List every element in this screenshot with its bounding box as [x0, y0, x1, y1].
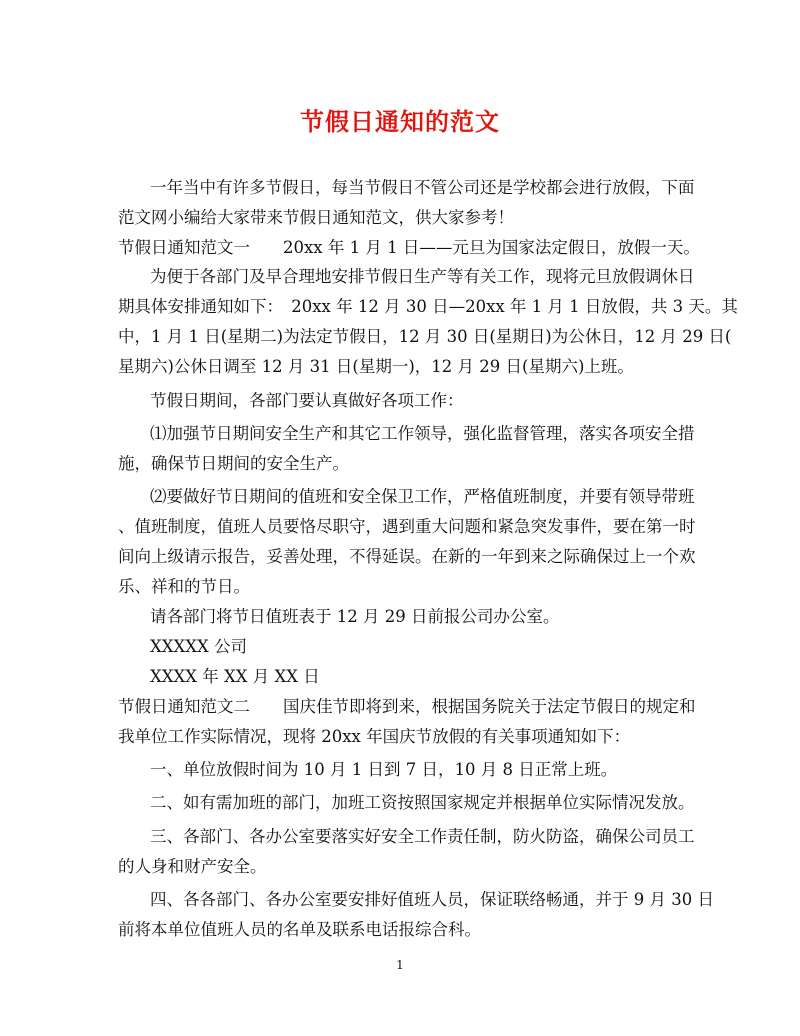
text-line: 为便于各部门及早合理地安排节假日生产等有关工作，现将元旦放假调休日: [150, 267, 695, 286]
text-line: 间向上级请示报告，妥善处理，不得延误。在新的一年到来之际确保过上一个欢: [118, 547, 696, 566]
text-line: 期具体安排通知如下： 20xx 年 12 月 30 日—20xx 年 1 月 1 日放假，共 3 天。其: [118, 297, 738, 316]
signature-date: XXXX 年 XX 月 XX 日: [150, 667, 320, 686]
text-line: 一年当中有许多节假日，每当节假日不管公司还是学校都会进行放假，下面: [150, 178, 695, 197]
text-line: 请各部门将节日值班表于 12 月 29 日前报公司办公室。: [150, 607, 560, 626]
text-line: 前将本单位值班人员的名单及联系电话报综合科。: [118, 920, 481, 939]
text-line: 二、如有需加班的部门，加班工资按照国家规定并根据单位实际情况发放。: [150, 793, 695, 812]
text-line: 节假日通知范文一 20xx 年 1 月 1 日——元旦为国家法定假日，放假一天。: [118, 238, 700, 257]
text-line: ⑵要做好节日期间的值班和安全保卫工作，严格值班制度，并要有领导带班: [150, 487, 695, 506]
text-line: 我单位工作实际情况，现将 20xx 年国庆节放假的有关事项通知如下：: [118, 727, 631, 746]
text-line: 施，确保节日期间的安全生产。: [118, 454, 349, 473]
text-line: 节假日期间，各部门要认真做好各项工作：: [150, 391, 464, 410]
text-line: 范文网小编给大家带来节假日通知范文，供大家参考！: [118, 208, 514, 227]
text-line: 、值班制度，值班人员要恪尽职守，遇到重大问题和紧急突发事件，要在第一时: [118, 517, 696, 536]
company-signature: XXXXX 公司: [150, 637, 247, 656]
text-line: 的人身和财产安全。: [118, 857, 267, 876]
page-number: 1: [396, 958, 404, 972]
text-line: 一、单位放假时间为 10 月 1 日到 7 日，10 月 8 日正常上班。: [150, 760, 618, 779]
text-line: 四、各各部门、各办公室要安排好值班人员，保证联络畅通，并于 9 月 30 日: [150, 890, 714, 909]
text-line: 星期六)公休日调至 12 月 31 日(星期一)，12 月 29 日(星期六)上班。: [118, 357, 634, 376]
text-line: 乐、祥和的节日。: [118, 577, 250, 596]
text-line: 中，1 月 1 日(星期二)为法定节假日，12 月 30 日(星期日)为公休日，12 月 29 日(: [118, 327, 732, 346]
text-line: 三、各部门、各办公室要落实好安全工作责任制，防火防盗，确保公司员工: [150, 827, 695, 846]
text-line: ⑴加强节日期间安全生产和其它工作领导，强化监督管理，落实各项安全措: [150, 424, 695, 443]
page-title: 节假日通知的范文: [300, 107, 500, 136]
text-line: 节假日通知范文二 国庆佳节即将到来，根据国务院关于法定节假日的规定和: [118, 697, 696, 716]
